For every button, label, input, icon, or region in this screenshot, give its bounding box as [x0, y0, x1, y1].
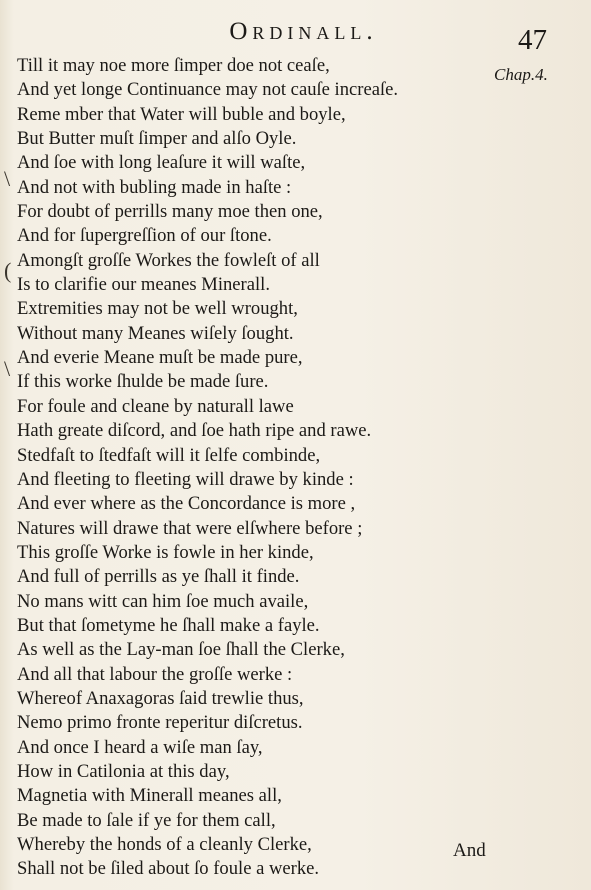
verse-line: Be made to ſale if ye for them call, — [17, 809, 276, 831]
verse-line: Extremities may not be well wrought, — [17, 298, 298, 320]
verse-line: But that ſometyme he ſhall make a fayle. — [17, 614, 320, 636]
verse-line: Nemo primo fronte reperitur diſcretus. — [17, 712, 303, 734]
verse-line: Reme mber that Water will buble and boyle, — [17, 103, 346, 125]
verse-line: Till it may noe more ſimper doe not ceaſe, — [17, 55, 330, 76]
verse-line: For doubt of perrills many moe then one, — [17, 201, 323, 223]
verse-line: And fleeting to fleeting will drawe by kinde : — [17, 468, 354, 490]
verse-line: Natures will drawe that were elſwhere before ; — [17, 517, 363, 539]
margin-bracket-mark: ( — [4, 258, 12, 283]
verse-line: Is to clarifie our meanes Minerall. — [17, 274, 270, 296]
verse-line: If this worke ſhulde be made ſure. — [17, 371, 269, 393]
page-number: 47 — [518, 24, 547, 56]
verse-line: Shall not be ſiled about ſo foule a werke. — [17, 858, 320, 880]
verse-line: And all that labour the groſſe werke : — [17, 663, 293, 685]
verse-line: And ever where as the Concordance is more , — [17, 493, 356, 515]
verse-line: And not with bubling made in haſte : — [17, 176, 292, 198]
chapter-marker: Chap.4. — [494, 65, 548, 84]
verse-line: And ſoe with long leaſure it will waſte, — [17, 152, 306, 174]
verse-line: And full of perrills as ye ſhall it finde. — [17, 566, 300, 588]
verse-line: But Butter muſt ſimper and alſo Oyle. — [17, 128, 297, 150]
verse-line: As well as the Lay-man ſoe ſhall the Clerke, — [17, 639, 345, 661]
verse-line: Stedfaſt to ſtedfaſt will it ſelfe combinde, — [17, 444, 321, 466]
verse-line: Amongſt groſſe Workes the fowleſt of all — [17, 249, 320, 271]
verse-line: And for ſupergreſſion of our ſtone. — [17, 225, 272, 247]
verse-line: Magnetia with Minerall meanes all, — [17, 785, 282, 807]
margin-bracket-mark: \ — [4, 356, 11, 381]
verse-line: Hath greate diſcord, and ſoe hath ripe and rawe. — [17, 420, 372, 442]
verse-line: And yet longe Continuance may not cauſe increaſe. — [17, 79, 399, 101]
verse-line: No mans witt can him ſoe much availe, — [17, 590, 309, 612]
verse-line: For foule and cleane by naturall lawe — [17, 395, 294, 417]
verse-text — [17, 54, 477, 882]
catchword: And — [453, 840, 486, 861]
verse-line: And once I heard a wiſe man ſay, — [17, 736, 263, 758]
verse-line: Whereby the honds of a cleanly Clerke, — [17, 834, 312, 855]
verse-line: This groſſe Worke is fowle in her kinde, — [17, 541, 314, 563]
verse-line: Without many Meanes wiſely ſought. — [17, 322, 294, 344]
verse-line: How in Catilonia at this day, — [17, 760, 230, 782]
running-title: Ordinall. — [229, 18, 378, 45]
margin-bracket-mark: \ — [4, 166, 11, 191]
verse-line: Whereof Anaxagoras ſaid trewlie thus, — [17, 687, 304, 709]
verse-line: And everie Meane muſt be made pure, — [17, 347, 303, 369]
